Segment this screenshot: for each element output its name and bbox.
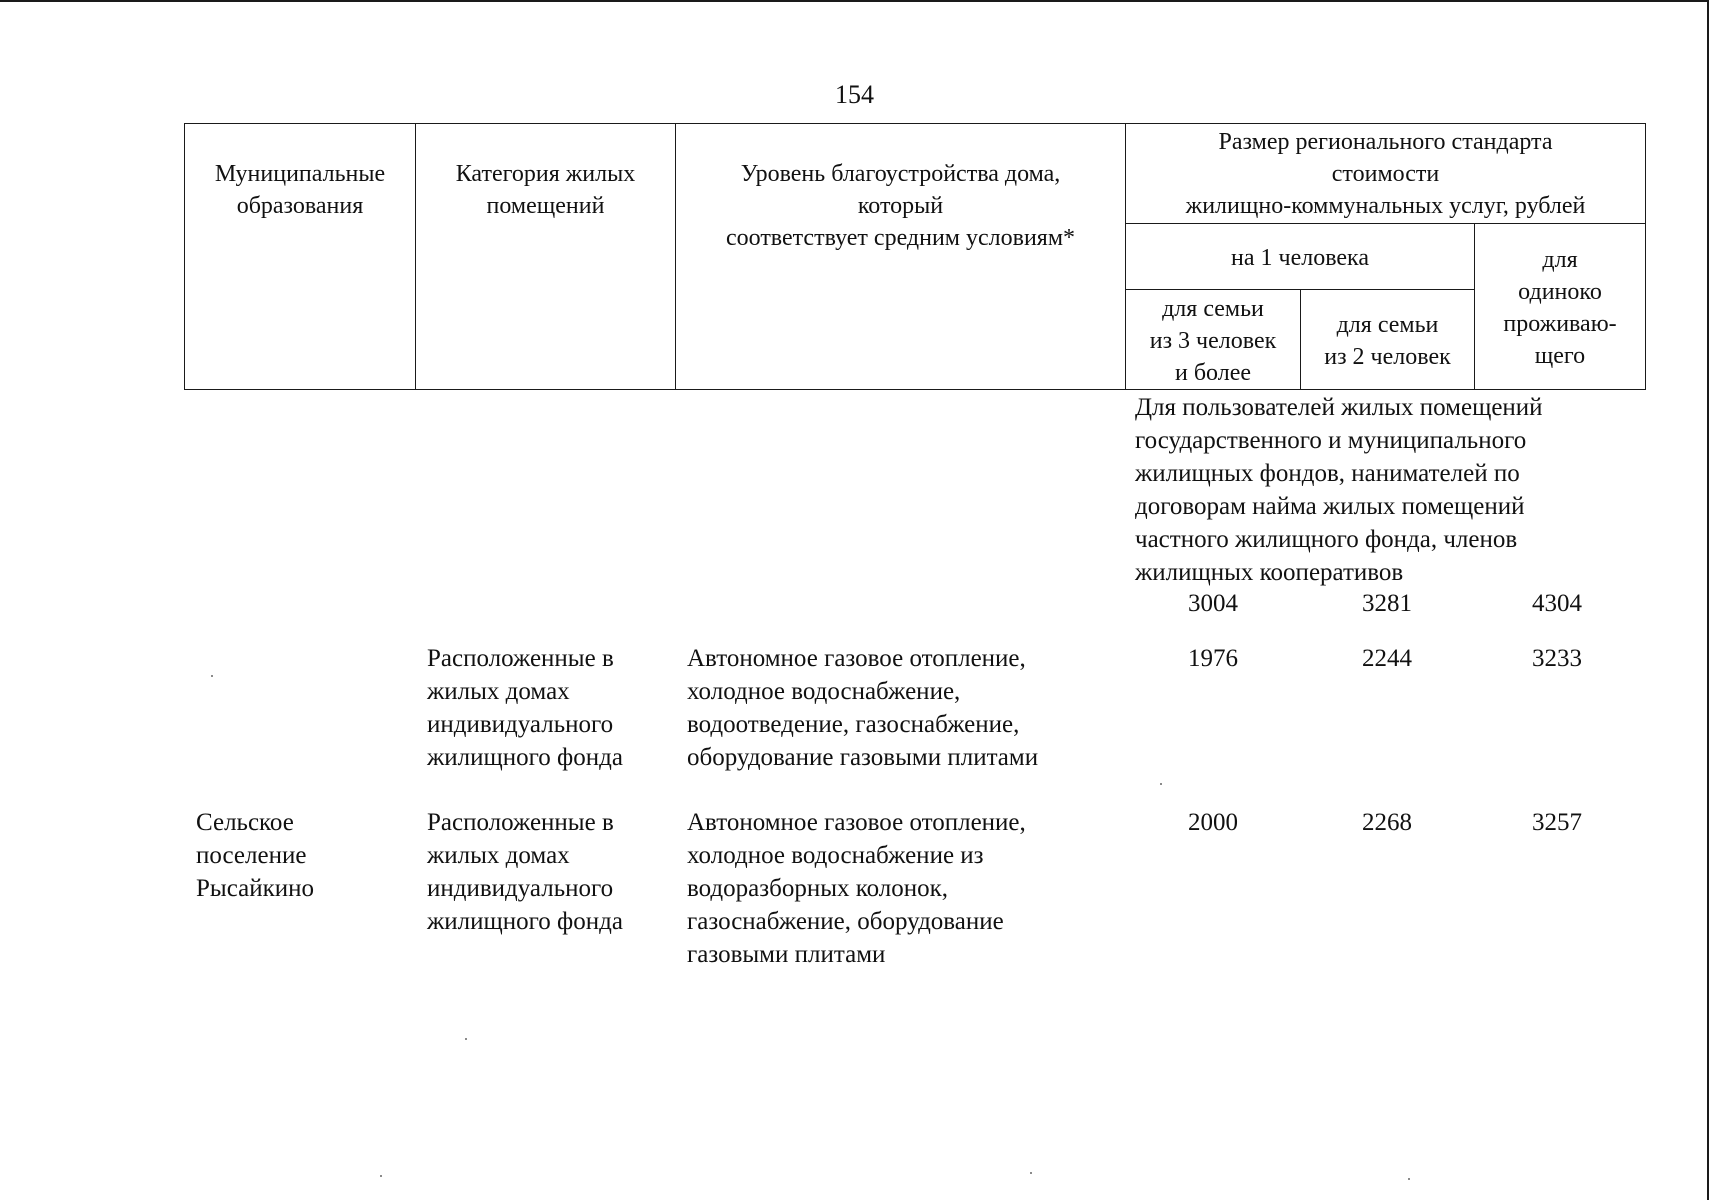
page-top-border (0, 0, 1709, 2)
header-standard: Размер регионального стандарта стоимости жилищно-коммунальных услуг, рублей (1126, 124, 1646, 224)
row2-municipality: Сельское поселение Рысайкино (196, 809, 314, 902)
scan-speck (1030, 1172, 1032, 1174)
row1-family2-value: 2244 (1362, 645, 1412, 672)
scan-speck (1160, 783, 1162, 785)
scan-speck (211, 675, 213, 677)
row0-family3-value: 3004 (1188, 590, 1238, 617)
section-title: Для пользователей жилых помещений государственного и муниципального жилищных фондов, нанимателей по договорам найма жилых помещений частного жилищного фонда, членов жилищных кооперативов (1135, 394, 1543, 586)
scan-speck (380, 1175, 382, 1177)
row2-level: Автономное газовое отопление, холодное водоснабжение из водоразборных колонок, газоснабжение, оборудование газовыми плитами (687, 809, 1026, 968)
header-category: Категория жилых помещений (416, 124, 676, 390)
header-family3: для семьи из 3 человек и более (1126, 290, 1301, 390)
row0-single-value: 4304 (1532, 590, 1582, 617)
header-per-person: на 1 человека (1126, 224, 1475, 290)
scan-speck (465, 1038, 467, 1040)
header-family2: для семьи из 2 человек (1301, 290, 1475, 390)
page-number: 154 (835, 80, 874, 109)
header-table (184, 123, 1646, 390)
scan-speck (1408, 1178, 1410, 1180)
row1-category: Расположенные в жилых домах индивидуального жилищного фонда (427, 645, 623, 771)
row0-family2-value: 3281 (1362, 590, 1412, 617)
row2-category: Расположенные в жилых домах индивидуального жилищного фонда (427, 809, 623, 935)
header-single: для одиноко проживаю- щего (1475, 224, 1646, 390)
header-municipal: Муниципальные образования (185, 124, 416, 390)
header-level: Уровень благоустройства дома, который соответствует средним условиям* (676, 124, 1126, 390)
row2-family2-value: 2268 (1362, 809, 1412, 836)
row2-family3-value: 2000 (1188, 809, 1238, 836)
row1-family3-value: 1976 (1188, 645, 1238, 672)
row1-level: Автономное газовое отопление, холодное водоснабжение, водоотведение, газоснабжение, оборудование газовыми плитами (687, 645, 1039, 771)
row1-single-value: 3233 (1532, 645, 1582, 672)
row2-single-value: 3257 (1532, 809, 1582, 836)
